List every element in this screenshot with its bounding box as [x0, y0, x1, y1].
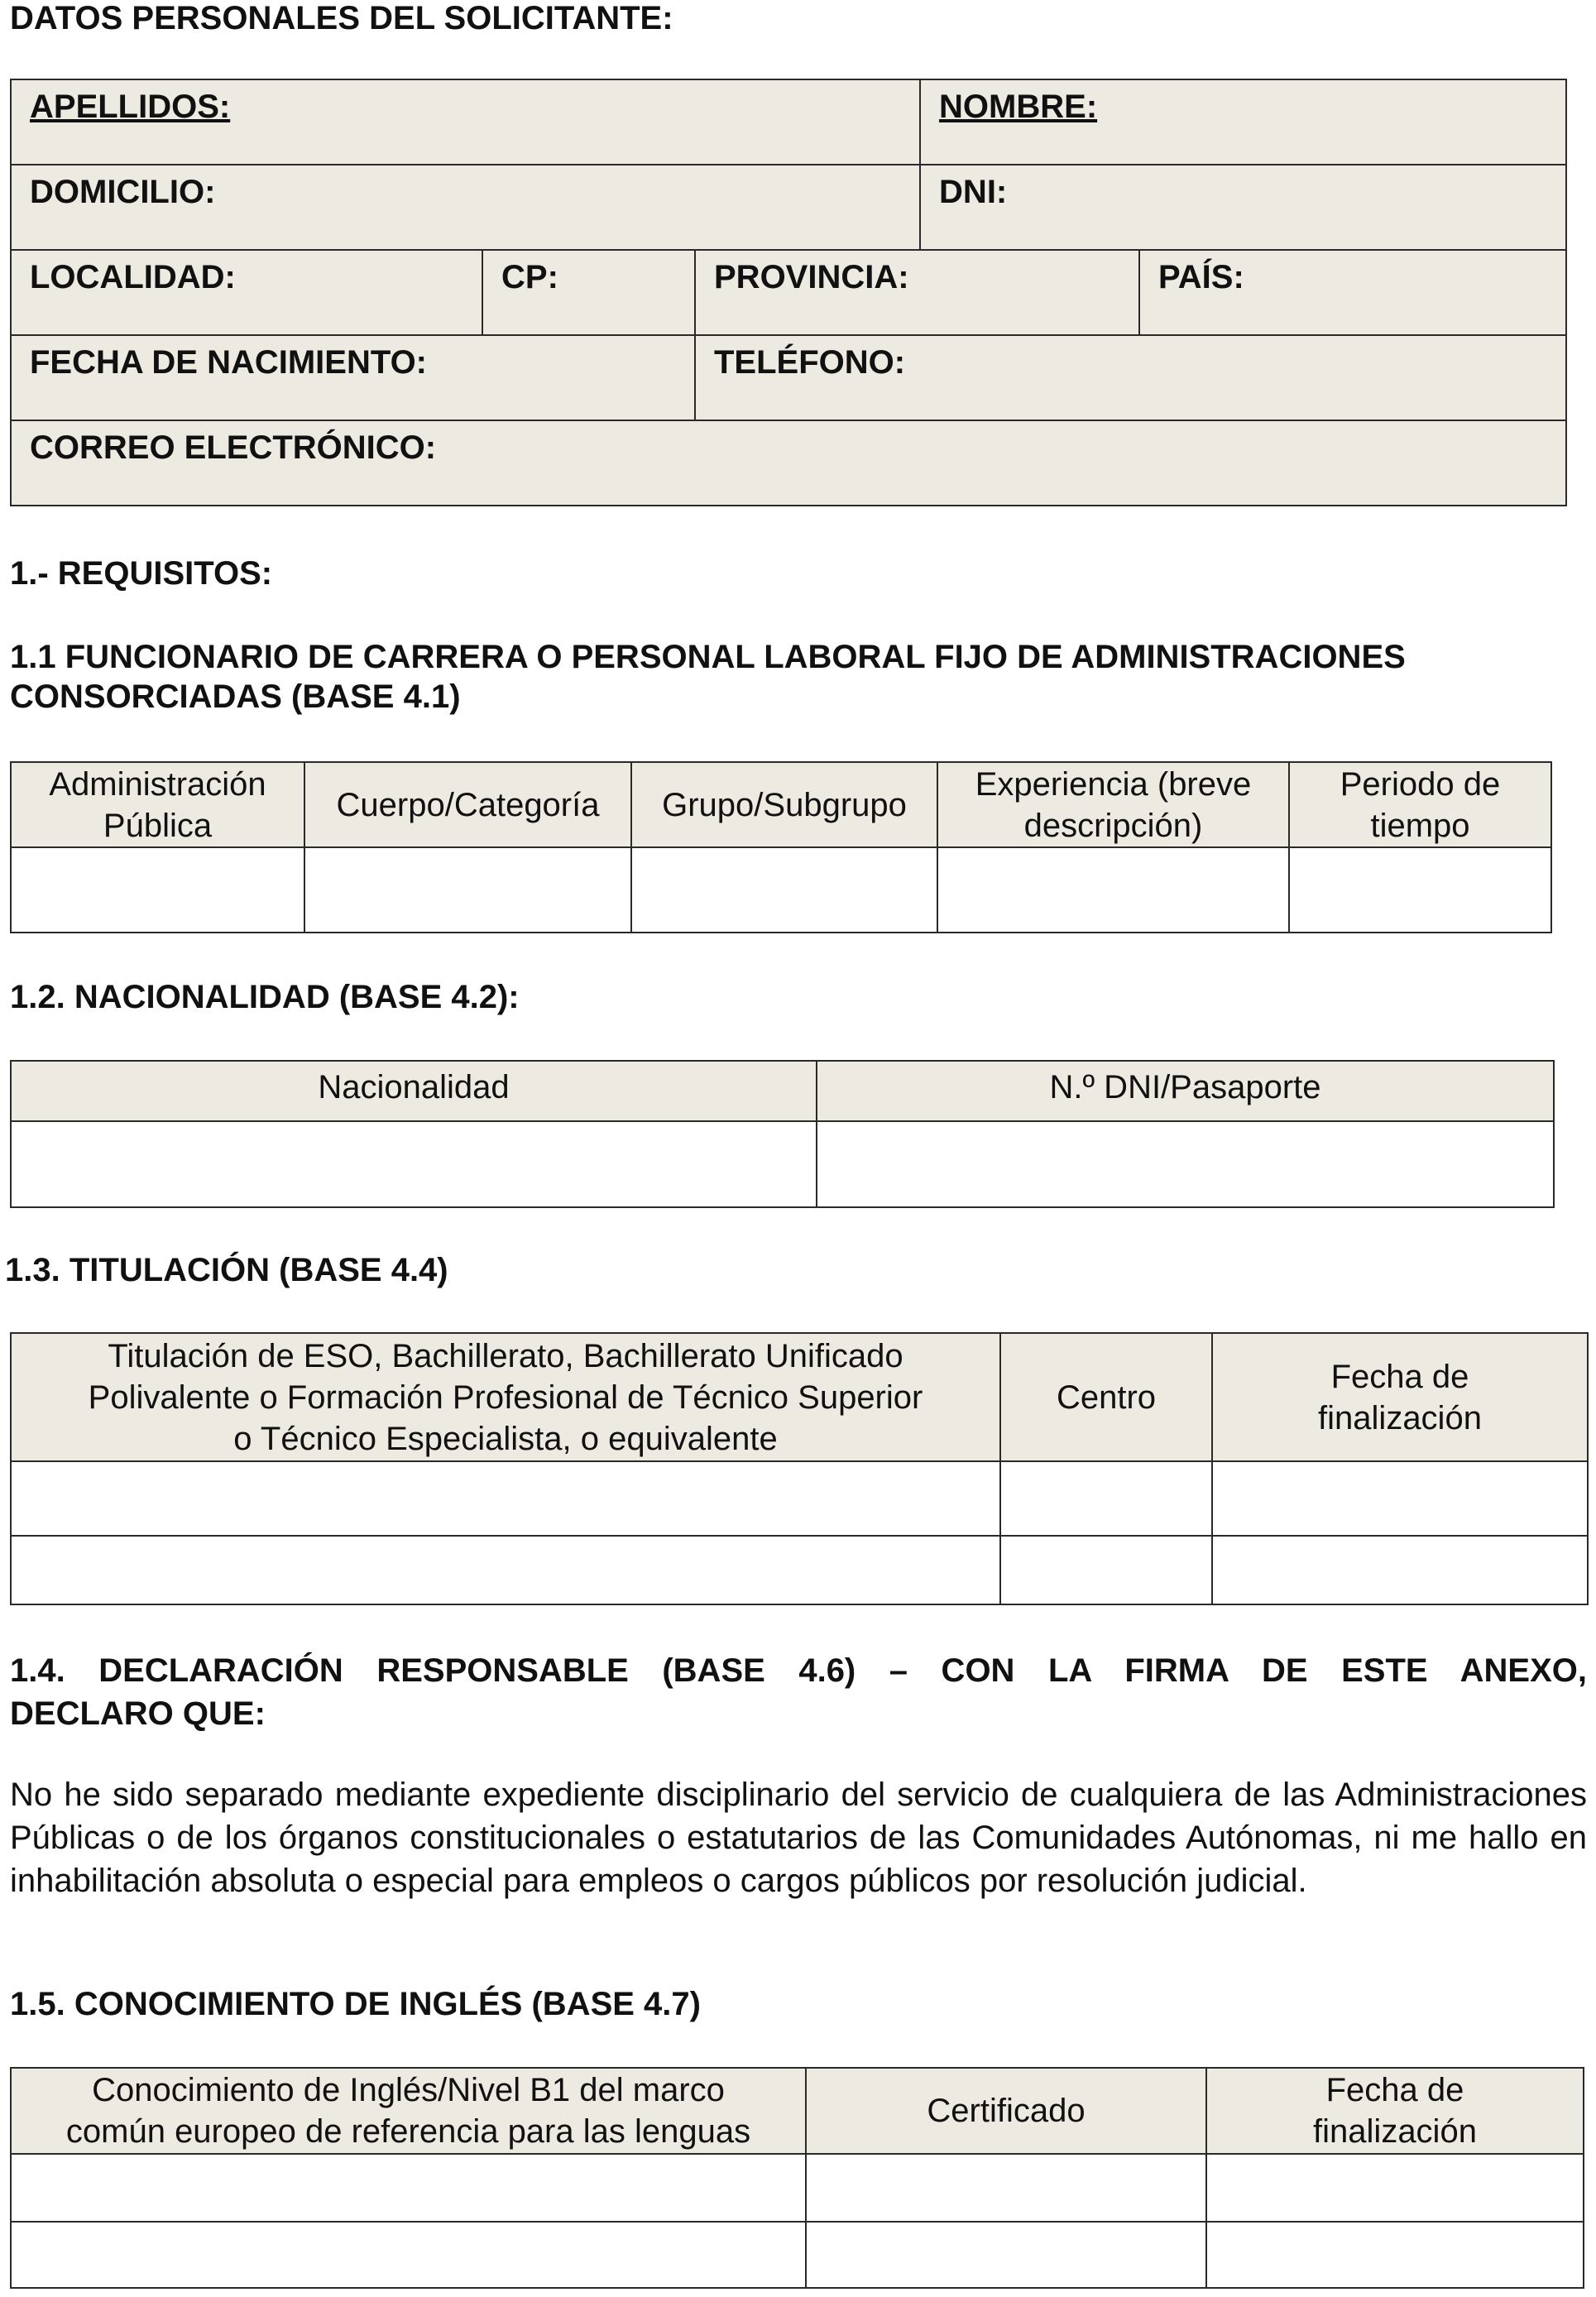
col-conocimiento-ingles: Conocimiento de Inglés/Nivel B1 del marco común europeo de referencia para las lenguas — [11, 2068, 806, 2154]
section-1-1-heading-line1: 1.1 FUNCIONARIO DE CARRERA O PERSONAL LABORAL FIJO DE ADMINISTRACIONES — [10, 639, 1406, 675]
input-titulacion-1[interactable] — [11, 1461, 1000, 1536]
fecha-nacimiento-field[interactable] — [11, 335, 695, 420]
localidad-label: LOCALIDAD: — [30, 259, 236, 295]
domicilio-field[interactable] — [11, 165, 920, 250]
col-cuerpo-categoria: Cuerpo/Categoría — [304, 762, 631, 847]
requisitos-heading: 1.- REQUISITOS: — [10, 555, 273, 592]
input-grupo-subgrupo[interactable] — [631, 847, 937, 933]
input-ingles-1[interactable] — [11, 2154, 806, 2222]
input-administracion[interactable] — [11, 847, 304, 933]
col-fecha-finalizacion: Fecha de finalización — [1212, 1333, 1588, 1461]
section-1-3-table — [10, 1332, 1589, 1605]
input-centro-1[interactable] — [1000, 1461, 1212, 1536]
declaration-text: No he sido separado mediante expediente disciplinario del servicio de cualquiera de las Administraciones Públicas o de los órganos constitucionales o estatutarios de las Comunidades Autónomas, ni me hallo en inhabilitación absoluta o especial para empleos o cargos públicos por resolución judicial. — [10, 1777, 1587, 1899]
domicilio-label: DOMICILIO: — [30, 174, 216, 210]
nombre-field[interactable] — [920, 79, 1566, 165]
col-periodo: Periodo de tiempo — [1289, 762, 1551, 847]
input-centro-2[interactable] — [1000, 1536, 1212, 1604]
pais-field[interactable] — [1139, 250, 1566, 335]
input-certificado-1[interactable] — [806, 2154, 1206, 2222]
section-1-1-table — [10, 761, 1552, 933]
dni-field[interactable] — [920, 165, 1566, 250]
correo-label: CORREO ELECTRÓNICO: — [30, 429, 437, 466]
section-1-4-heading — [10, 1649, 1587, 1735]
section-1-3-heading: 1.3. TITULACIÓN (BASE 4.4) — [5, 1252, 448, 1288]
section-1-5-heading: 1.5. CONOCIMIENTO DE INGLÉS (BASE 4.7) — [10, 1986, 701, 2022]
col-grupo-subgrupo: Grupo/Subgrupo — [631, 762, 937, 847]
provincia-label: PROVINCIA: — [714, 259, 909, 295]
localidad-field[interactable] — [11, 250, 482, 335]
section-1-4-heading-line1: 1.4. DECLARACIÓN RESPONSABLE (BASE 4.6) – CON LA FIRMA DE ESTE ANEXO, — [10, 1652, 1587, 1689]
nombre-label: NOMBRE: — [939, 89, 1098, 125]
col-nacionalidad: Nacionalidad — [11, 1061, 817, 1121]
input-fecha-ingles-1[interactable] — [1206, 2154, 1584, 2222]
fecha-nacimiento-label: FECHA DE NACIMIENTO: — [30, 344, 427, 381]
dni-label: DNI: — [939, 174, 1008, 210]
section-1-2-table — [10, 1060, 1555, 1208]
input-fecha-finalizacion-2[interactable] — [1212, 1536, 1588, 1604]
input-experiencia[interactable] — [937, 847, 1289, 933]
col-certificado: Certificado — [806, 2068, 1206, 2154]
input-certificado-2[interactable] — [806, 2222, 1206, 2288]
col-fecha-finalizacion-ingles: Fecha de finalización — [1206, 2068, 1584, 2154]
col-centro: Centro — [1000, 1333, 1212, 1461]
input-titulacion-2[interactable] — [11, 1536, 1000, 1604]
input-fecha-finalizacion-1[interactable] — [1212, 1461, 1588, 1536]
apellidos-label: APELLIDOS: — [30, 89, 231, 125]
section-1-1-heading-line2: CONSORCIADAS (BASE 4.1) — [10, 679, 461, 715]
cp-label: CP: — [501, 259, 558, 295]
pais-label: PAÍS: — [1158, 259, 1244, 295]
personal-data-heading: DATOS PERSONALES DEL SOLICITANTE: — [10, 0, 673, 36]
input-fecha-ingles-2[interactable] — [1206, 2222, 1584, 2288]
telefono-field[interactable] — [695, 335, 1566, 420]
section-1-4-heading-line2: DECLARO QUE: — [10, 1695, 266, 1732]
section-1-1-heading — [10, 637, 1565, 717]
input-nacionalidad[interactable] — [11, 1121, 817, 1207]
input-cuerpo-categoria[interactable] — [304, 847, 631, 933]
cp-field[interactable] — [482, 250, 695, 335]
telefono-label: TELÉFONO: — [714, 344, 906, 381]
col-administracion: Administración Pública — [11, 762, 304, 847]
input-ingles-2[interactable] — [11, 2222, 806, 2288]
correo-field[interactable] — [11, 420, 1566, 506]
col-dni-pasaporte: N.º DNI/Pasaporte — [817, 1061, 1554, 1121]
col-experiencia: Experiencia (breve descripción) — [937, 762, 1289, 847]
personal-data-table — [10, 79, 1567, 506]
section-1-5-table — [10, 2067, 1584, 2289]
input-periodo[interactable] — [1289, 847, 1551, 933]
input-dni-pasaporte[interactable] — [817, 1121, 1554, 1207]
provincia-field[interactable] — [695, 250, 1139, 335]
col-titulacion: Titulación de ESO, Bachillerato, Bachillerato Unificado Polivalente o Formación Profesional de Técnico Superior o Técnico Especialista, o equivalente — [11, 1333, 1000, 1461]
apellidos-field[interactable] — [11, 79, 920, 165]
section-1-2-heading: 1.2. NACIONALIDAD (BASE 4.2): — [10, 979, 520, 1015]
